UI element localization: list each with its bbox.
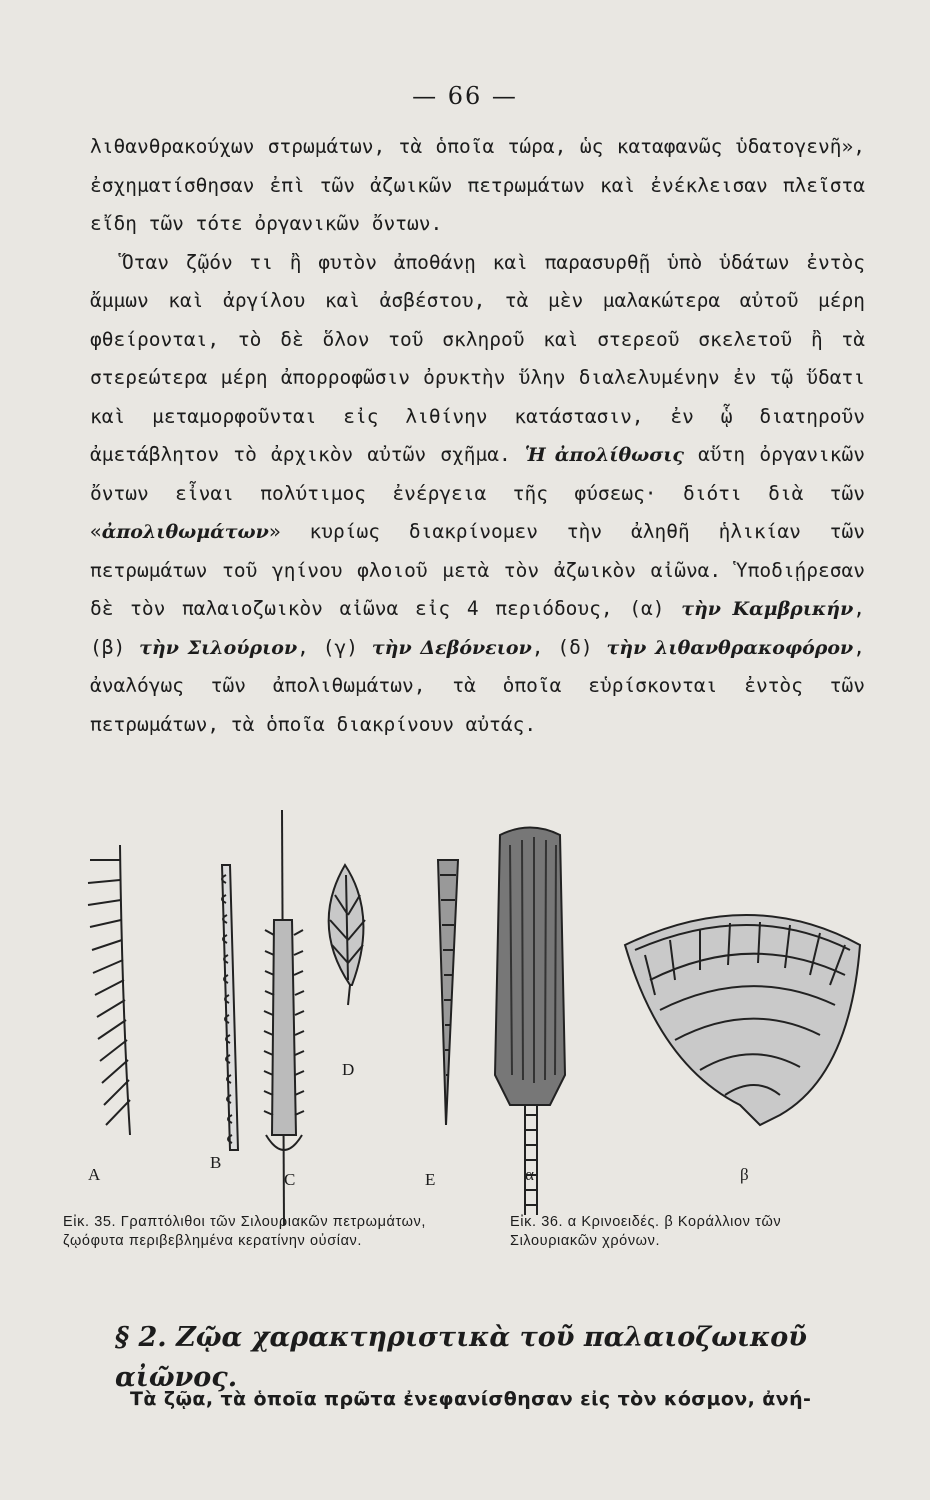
- paragraph-2-text: , (γ): [297, 635, 372, 659]
- figure-36-caption: Εἰκ. 36. α Κρινοειδές. β Κοράλλιον τῶν Σιλουριακῶν χρόνων.: [510, 1214, 782, 1249]
- fossil-illustrations: [60, 805, 890, 1235]
- graptolite-b-drawing: [222, 865, 238, 1150]
- term-fossils: ἀπολιθωμάτων: [101, 521, 269, 543]
- coral-drawing: [625, 915, 860, 1125]
- label-c: C: [284, 1170, 296, 1189]
- section-heading: § 2. Ζῷα χαρακτηριστικὰ τοῦ παλαιοζωικοῦ αἰῶνος.: [115, 1322, 807, 1393]
- graptolite-d-drawing: [329, 865, 365, 1005]
- label-beta: β: [740, 1165, 749, 1184]
- label-e: E: [425, 1170, 436, 1189]
- period-cambrian: τὴν Καμβρικήν: [681, 598, 854, 620]
- term-fossilization: Ἡ ἀπολίθωσις: [524, 444, 684, 466]
- paragraph-2: [90, 244, 865, 745]
- last-line: Τὰ ζῷα, τὰ ὁποῖα πρῶτα ἐνεφανίσθησαν εἰς τὸν κόσμον, ἀνή-: [130, 1388, 812, 1410]
- period-silurian: τὴν Σιλούριον: [139, 636, 298, 659]
- label-alpha: α: [525, 1165, 534, 1184]
- fossil-drawings: [60, 805, 890, 1235]
- graptolite-a-drawing: [88, 845, 130, 1135]
- period-carboniferous: τὴν λιθανθρακοφόρον: [606, 636, 854, 659]
- period-devonian: τὴν Δεβόνειον: [371, 636, 532, 659]
- paragraph-2-text: , (β): [90, 597, 866, 659]
- graptolite-e-drawing: [438, 860, 458, 1125]
- paragraph-2-text: Ὅταν ζῷόν τι ἢ φυτὸν ἀποθάνῃ καὶ παρασυρθῇ ὑπὸ ὑδάτων ἐντὸς ἄμμων καὶ ἀργίλου καὶ ἀσβέστου, τὰ μὲν μαλακώτερα αὐτοῦ μέρη φθείρονται, τὸ δὲ ὅλον τοῦ σκληροῦ καὶ στερεοῦ σκελετοῦ ἢ τὰ στερεώτερα μέρη ἀπορροφῶσιν ὀρυκτὴν ὕλην διαλελυμένην ἐν τῷ ὕδατι καὶ μεταμορφοῦνται εἰς λιθίνην κατάστασιν, ἐν ᾧ διατηροῦν ἀμετάβλητον τὸ ἀρχικὸν αὐτῶν σχῆμα.: [90, 250, 865, 466]
- label-b: B: [210, 1153, 222, 1172]
- paragraph-2-text: αὕτη ὀργανικῶν ὄντων εἶναι πολύτιμος ἐνέργεια τῆς φύσεως· διότι διὰ τῶν «: [90, 443, 865, 543]
- paragraph-1: λιθανθρακούχων στρωμάτων, τὰ ὁποῖα τώρα, ὡς καταφανῶς ὑδατογενῆ», ἐσχηματίσθησαν ἐπὶ τῶν ἀζωικῶν πετρωμάτων καὶ ἐνέκλεισαν πλεῖστα εἴδη τῶν τότε ὀργανικῶν ὄντων.: [90, 135, 865, 235]
- paragraph-2-text: , (δ): [531, 635, 607, 659]
- page-number: — 66 —: [412, 82, 518, 110]
- paragraph-2-text: » κυρίως διακρίνομεν τὴν ἀληθῆ ἡλικίαν τῶν πετρωμάτων τοῦ γηίνου φλοιοῦ μετὰ τὸν ἀζωικὸν αἰῶνα. Ὑποδιῄρεσαν δὲ τὸν παλαιοζωικὸν αἰῶνα εἰς 4 περιόδους, (α): [90, 520, 865, 620]
- label-a: A: [88, 1165, 101, 1184]
- paragraph-2-text: , ἀναλόγως τῶν ἀπολιθωμάτων, τὰ ὁποῖα εὑρίσκονται ἐντὸς τῶν πετρωμάτων, τὰ ὁποῖα διακρίνουν αὐτάς.: [90, 635, 865, 736]
- crinoid-drawing: [495, 828, 565, 1216]
- label-d: D: [342, 1060, 355, 1079]
- body-text: [90, 128, 865, 744]
- figure-35-caption: Εἰκ. 35. Γραπτόλιθοι τῶν Σιλουριακῶν πετρωμάτων, ζῳόφυτα περιβεβλημένα κερατίνην οὐσίαν.: [63, 1214, 427, 1249]
- graptolite-c-drawing: [264, 810, 304, 1225]
